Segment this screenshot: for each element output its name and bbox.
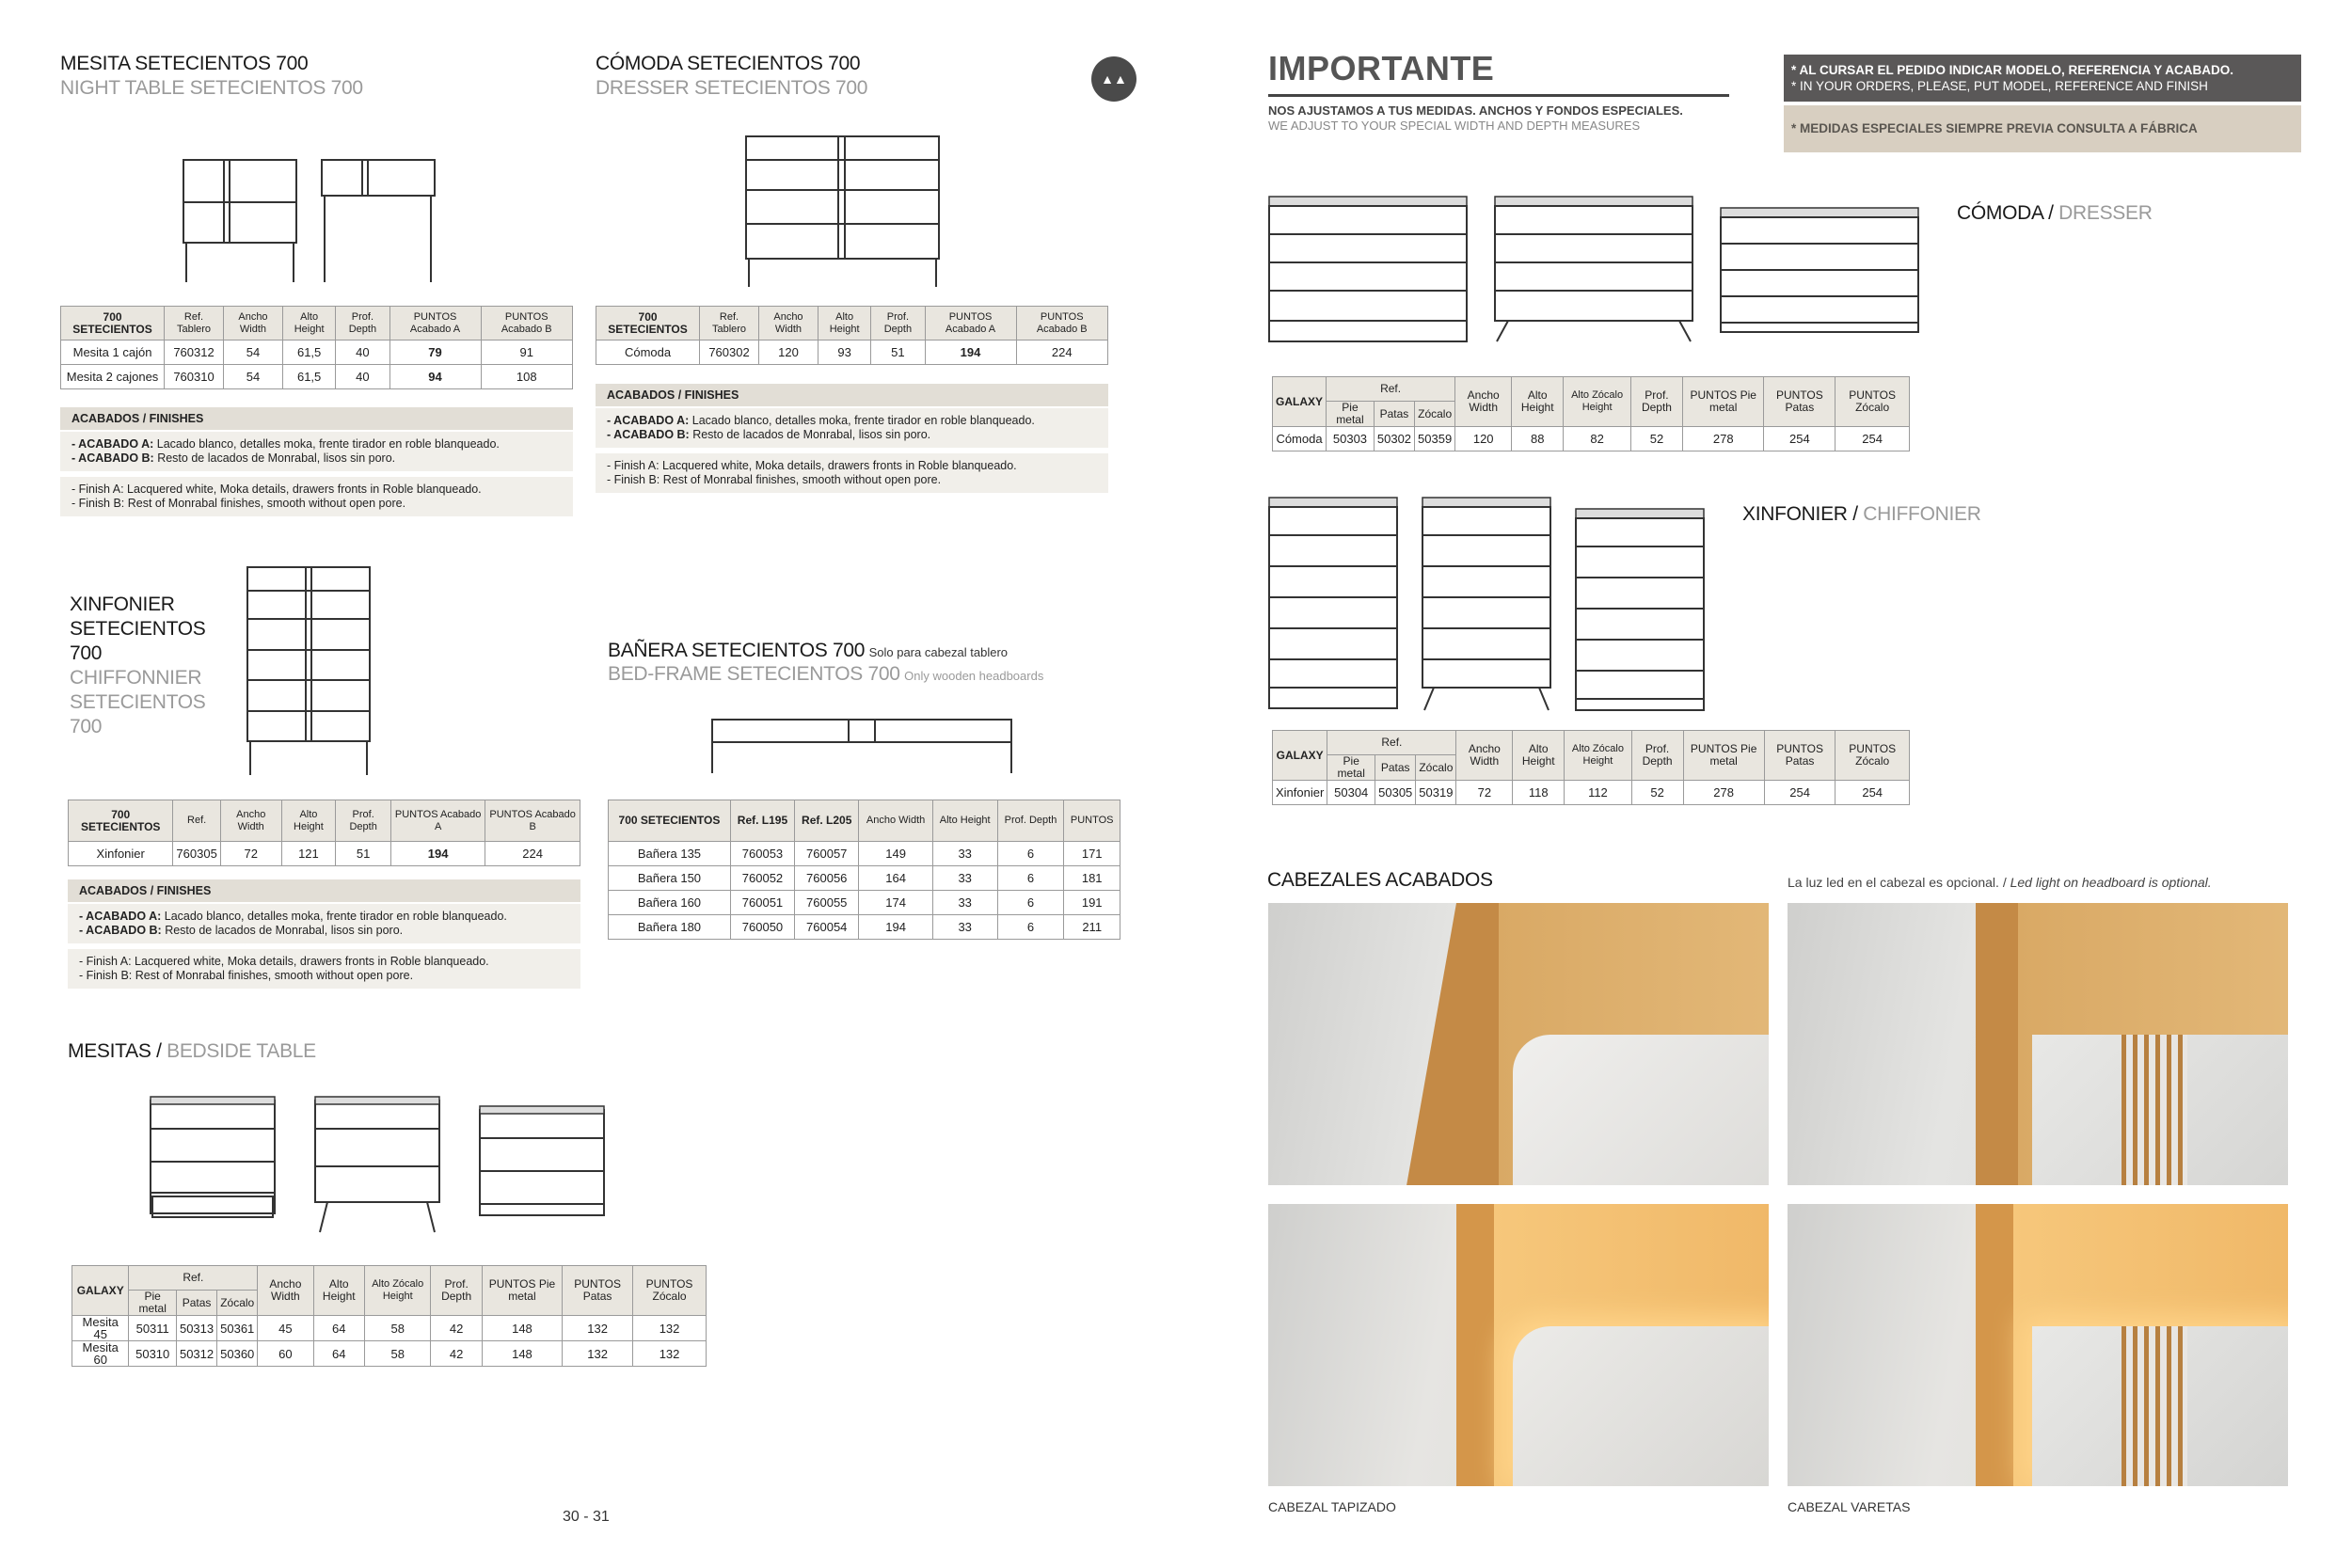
mesita700-subtitle: NIGHT TABLE SETECIENTOS 700 xyxy=(60,77,363,99)
caption-upholstered: CABEZAL TAPIZADO xyxy=(1268,1499,1396,1514)
mesitas-galaxy-table: GALAXY Ref. Ancho Width Alto Height Alto Zócalo Height Prof. Depth PUNTOS Pie metal PUNTOS Patas PUNTOS Zócalo Pie metal Patas Zócalo Mesita 45 50311 50313 50361 45 64 58 42 148 132 132 Mesita 60 50310 50312 50360 60 64 58 42 148 132 132 xyxy=(72,1265,707,1367)
banera700-table: 700 SETECIENTOS Ref. L195 Ref. L205 Ancho Width Alto Height Prof. Depth PUNTOS Bañera 135 760053 760057 149 33 6 171 Bañera 150 760052 760056 164 33 6 181 Bañera 160 760051 760055 174 33 6 191 Bañera 180 760050 760054 194 33 6 211 xyxy=(608,800,1120,940)
table-row: Xinfonier 760305 72 121 51 194 224 xyxy=(69,842,580,866)
galaxy-dresser-title: CÓMODA / DRESSER xyxy=(1957,202,2153,224)
comoda700-finishes: ACABADOS / FINISHES - ACABADO A: Lacado blanco, detalles moka, frente tirador en roble blanqueado. - ACABADO B: Resto de lacados de Monrabal, lisos sin poro. - Finish A: Lacquered white, Moka details, drawers fronts in Roble blanqueado. - Finish B: Rest of Monrabal finishes, smooth without open pore. xyxy=(596,384,1108,493)
table-row: Mesita 2 cajones 760310 54 61,5 40 94 108 xyxy=(61,365,573,389)
banera700-subtitle: BED-FRAME SETECIENTOS 700 Only wooden headboards xyxy=(608,663,1044,685)
headboard-slats-photo xyxy=(1788,903,2288,1185)
night-table-drawing xyxy=(179,155,442,287)
dresser-drawing xyxy=(741,132,948,292)
table-row: Mesita 45 50311 50313 50361 45 64 58 42 148 132 132 xyxy=(72,1316,707,1341)
mesita700-finishes: ACABADOS / FINISHES - ACABADO A: Lacado blanco, detalles moka, frente tirador en roble blanqueado. - ACABADO B: Resto de lacados de Monrabal, lisos sin poro. - Finish A: Lacquered white, Moka details, drawers fronts in Roble blanqueado. - Finish B: Rest of Monrabal finishes, smooth without open pore. xyxy=(60,407,573,516)
galaxy-chiffonier-table: GALAXY Ref. Ancho Width Alto Height Alto Zócalo Height Prof. Depth PUNTOS Pie metal PUNTOS Patas PUNTOS Zócalo Pie metal Patas Zócalo Xinfonier 50304 50305 50319 72 118 112 52 278 254 254 xyxy=(1272,730,1910,805)
galaxy-chiffonier-title: XINFONIER / CHIFFONIER xyxy=(1742,503,1981,525)
mesita700-title: MESITA SETECIENTOS 700 xyxy=(60,53,309,74)
table-row: Bañera 180 760050 760054 194 33 6 211 xyxy=(609,915,1120,940)
comoda700-title: CÓMODA SETECIENTOS 700 xyxy=(596,53,861,74)
xinfonier700-table: 700 SETECIENTOS Ref. Ancho Width Alto Height Prof. Depth PUNTOS Acabado A PUNTOS Acabado B Xinfonier 760305 72 121 51 194 224 xyxy=(68,800,580,866)
table-row: Xinfonier 50304 50305 50319 72 118 112 52 278 254 254 xyxy=(1273,781,1910,805)
importante-heading: IMPORTANTE xyxy=(1268,49,1729,97)
bedside-tables-drawing xyxy=(146,1091,616,1237)
page-numbers: 30 - 31 xyxy=(563,1509,610,1525)
galaxy-dresser-table: GALAXY Ref. Ancho Width Alto Height Alto Zócalo Height Prof. Depth PUNTOS Pie metal PUNTOS Patas PUNTOS Zócalo Pie metal Patas Zócalo Cómoda 50303 50302 50359 120 88 82 52 278 254 254 xyxy=(1272,376,1910,451)
bed-frame-drawing xyxy=(707,715,1018,781)
xinfonier700-finishes: ACABADOS / FINISHES - ACABADO A: Lacado blanco, detalles moka, frente tirador en roble blanqueado. - ACABADO B: Resto de lacados de Monrabal, lisos sin poro. - Finish A: Lacquered white, Moka details, drawers fronts in Roble blanqueado. - Finish B: Rest of Monrabal finishes, smooth without open pore. xyxy=(68,879,580,989)
chiffonier-drawing xyxy=(243,562,374,779)
table-row: Bañera 135 760053 760057 149 33 6 171 xyxy=(609,842,1120,866)
headboard-slats-led-photo xyxy=(1788,1204,2288,1486)
comoda700-subtitle: DRESSER SETECIENTOS 700 xyxy=(596,77,868,99)
galaxy-chiffonier-drawings xyxy=(1265,494,1717,715)
banera700-title: BAÑERA SETECIENTOS 700 Solo para cabezal tablero xyxy=(608,640,1009,661)
table-row: Mesita 1 cajón 760312 54 61,5 40 79 91 xyxy=(61,341,573,365)
special-measures-box: * MEDIDAS ESPECIALES SIEMPRE PREVIA CONSULTA A FÁBRICA xyxy=(1784,105,2301,152)
table-row: Bañera 150 760052 760056 164 33 6 181 xyxy=(609,866,1120,891)
caption-slats: CABEZAL VARETAS xyxy=(1788,1499,1911,1514)
headboard-upholstered-photo xyxy=(1268,903,1769,1185)
led-note: La luz led en el cabezal es opcional. / Led light on headboard is optional. xyxy=(1788,875,2212,890)
importante-note-es: NOS AJUSTAMOS A TUS MEDIDAS. ANCHOS Y FONDOS ESPECIALES. xyxy=(1268,103,1683,118)
brand-logo-icon: ▲▲ xyxy=(1091,56,1136,102)
mesita700-table: 700 SETECIENTOS Ref. Tablero Ancho Width Alto Height Prof. Depth PUNTOS Acabado A PUNTOS Acabado B Mesita 1 cajón 760312 54 61,5 40 79 91 Mesita 2 cajones 760310 54 61,5 40 94 108 xyxy=(60,306,573,389)
table-row: Bañera 160 760051 760055 174 33 6 191 xyxy=(609,891,1120,915)
mesitas-title: MESITAS / BEDSIDE TABLE xyxy=(68,1040,316,1062)
table-row: Cómoda 760302 120 93 51 194 224 xyxy=(596,341,1108,365)
xinfonier700-title: XINFONIER SETECIENTOS 700 CHIFFONNIER SETECIENTOS 700 xyxy=(70,594,206,737)
order-info-box: * AL CURSAR EL PEDIDO INDICAR MODELO, REFERENCIA Y ACABADO. * IN YOUR ORDERS, PLEASE, PUT MODEL, REFERENCE AND FINISH xyxy=(1784,55,2301,102)
importante-note-en: WE ADJUST TO YOUR SPECIAL WIDTH AND DEPTH MEASURES xyxy=(1268,119,1641,133)
comoda700-table: 700 SETECIENTOS Ref. Tablero Ancho Width Alto Height Prof. Depth PUNTOS Acabado A PUNTOS Acabado B Cómoda 760302 120 93 51 194 224 xyxy=(596,306,1108,365)
table-row: Mesita 60 50310 50312 50360 60 64 58 42 148 132 132 xyxy=(72,1341,707,1367)
cabezales-title: CABEZALES ACABADOS xyxy=(1267,869,1493,891)
galaxy-dresser-drawings xyxy=(1265,193,1924,343)
headboard-upholstered-led-photo xyxy=(1268,1204,1769,1486)
table-row: Cómoda 50303 50302 50359 120 88 82 52 278 254 254 xyxy=(1273,427,1910,451)
